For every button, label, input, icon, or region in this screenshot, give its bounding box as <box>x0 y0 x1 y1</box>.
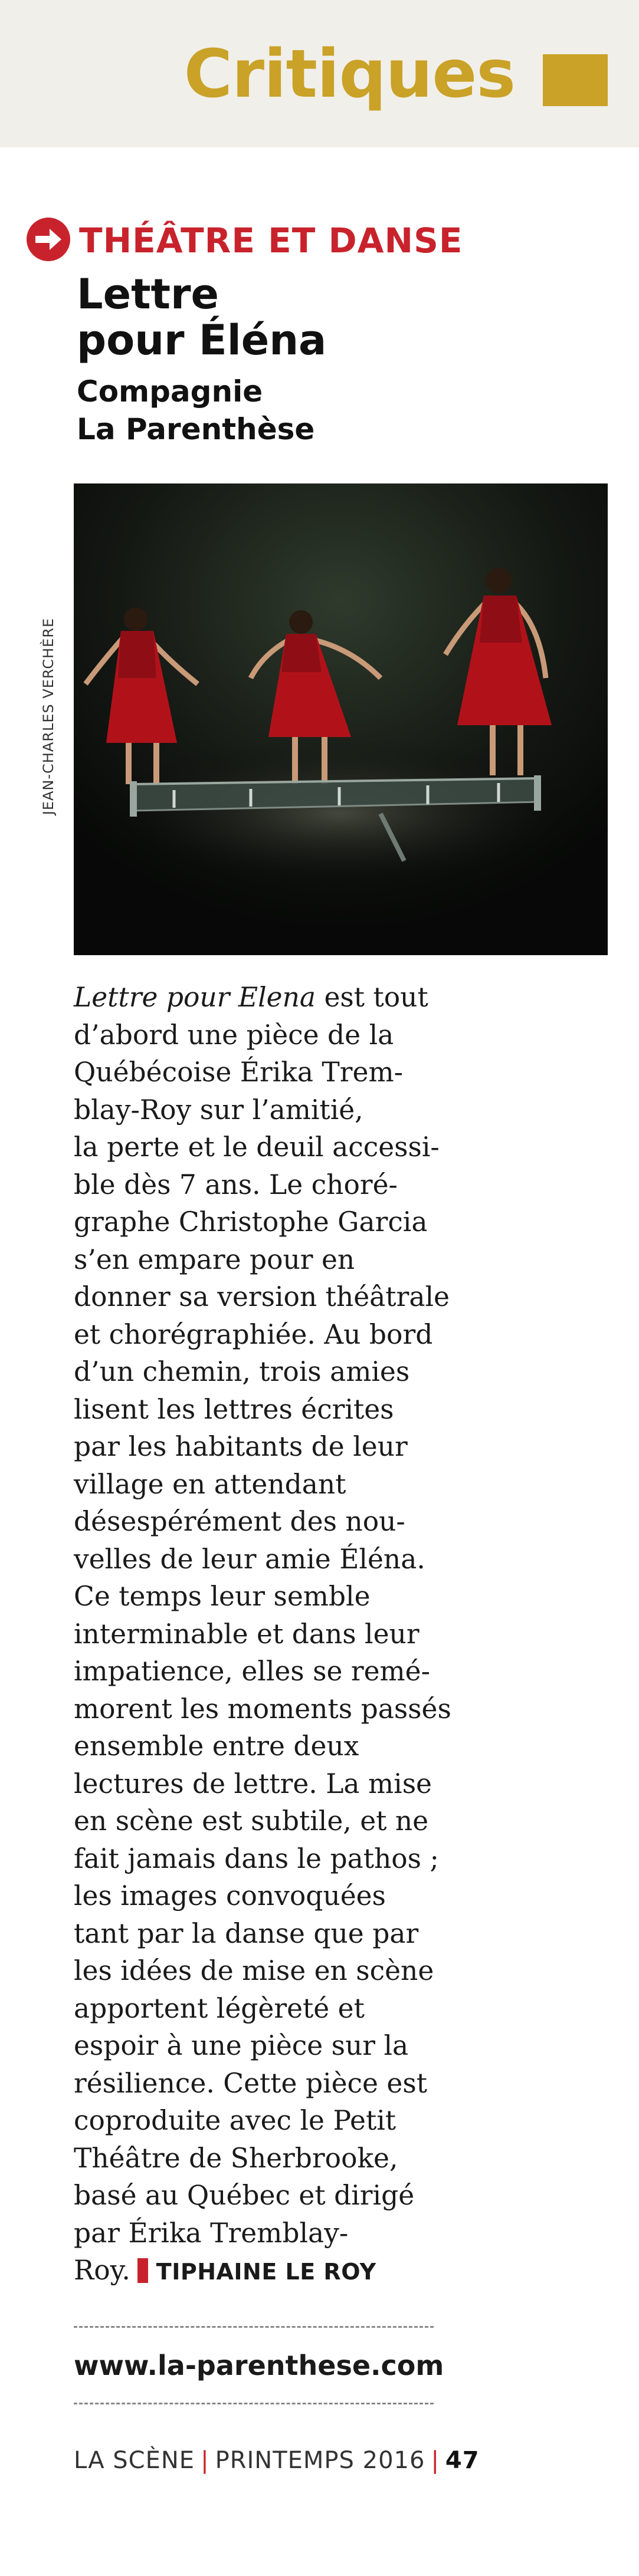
production-photo <box>74 483 608 955</box>
body-line: fait jamais dans le pathos ; <box>74 1843 439 1874</box>
website-link[interactable]: www.la-parenthese.com <box>74 2350 444 2381</box>
body-line: basé au Québec et dirigé <box>74 2180 415 2211</box>
work-title-line: pour Éléna <box>77 316 327 364</box>
author-marker <box>137 2258 148 2283</box>
company-line: Compagnie <box>77 374 263 409</box>
body-line: la perte et le deuil accessi- <box>74 1131 440 1163</box>
section-title: Critiques <box>183 36 515 113</box>
body-line: d’un chemin, trois amies <box>74 1356 410 1387</box>
company-name <box>77 373 314 448</box>
divider-top <box>74 2326 434 2328</box>
body-line: s’en empare pour en <box>74 1243 355 1275</box>
body-line: blay-Roy sur l’amitié, <box>74 1094 363 1126</box>
body-line-text: Roy. <box>74 2255 130 2286</box>
body-line: village en attendant <box>74 1468 346 1500</box>
body-line: impatience, elles se remé- <box>74 1656 430 1687</box>
issue-label: PRINTEMPS 2016 <box>215 2447 425 2474</box>
body-line: tant par la danse que par <box>74 1917 419 1949</box>
body-work-title: Lettre pour Elena <box>74 982 316 1013</box>
section-marker-block <box>543 54 608 106</box>
body-line: coproduite avec le Petit <box>74 2105 396 2136</box>
page-number: 47 <box>445 2447 480 2474</box>
body-line: apportent légèreté et <box>74 1992 365 2024</box>
body-line-last <box>74 2252 463 2291</box>
body-line: Ce temps leur semble <box>74 1581 371 1612</box>
body-line: Québécoise Érika Trem- <box>74 1057 403 1088</box>
footer-separator: | <box>431 2447 440 2474</box>
body-line: interminable et dans leur <box>74 1618 420 1650</box>
body-line: espoir à une pièce sur la <box>74 2030 409 2061</box>
magazine-name: LA SCÈNE <box>74 2447 195 2474</box>
author-name: TIPHAINE LE ROY <box>156 2259 376 2285</box>
body-line-text: est tout <box>316 982 428 1013</box>
body-line: donner sa version théâtrale <box>74 1281 450 1312</box>
page-footer <box>74 2447 480 2474</box>
article-body <box>74 979 463 2291</box>
body-line: résilience. Cette pièce est <box>74 2067 427 2099</box>
body-line: graphe Christophe Garcia <box>74 1206 428 1238</box>
body-line: lectures de lettre. La mise <box>74 1768 432 1799</box>
photo-credit: JEAN-CHARLES VERCHÈRE <box>40 617 57 815</box>
footer-separator: | <box>201 2447 209 2474</box>
body-line: morent les moments passés <box>74 1693 451 1725</box>
category-label: THÉÂTRE ET DANSE <box>79 221 463 261</box>
body-line: et chorégraphiée. Au bord <box>74 1318 433 1350</box>
stage-illustration <box>74 483 608 955</box>
body-line: d’abord une pièce de la <box>74 1019 394 1051</box>
work-title <box>77 271 326 363</box>
work-title-line: Lettre <box>77 270 219 318</box>
body-line: ensemble entre deux <box>74 1731 359 1762</box>
company-line: La Parenthèse <box>77 412 315 446</box>
body-line: désespérément des nou- <box>74 1506 405 1537</box>
body-line: ble dès 7 ans. Le choré- <box>74 1169 398 1200</box>
body-line: les images convoquées <box>74 1880 386 1912</box>
divider-bottom <box>74 2403 434 2404</box>
body-line: par les habitants de leur <box>74 1431 408 1462</box>
body-line: Théâtre de Sherbrooke, <box>74 2142 398 2174</box>
body-line: lisent les lettres écrites <box>74 1393 394 1425</box>
body-line: par Érika Tremblay- <box>74 2217 349 2249</box>
body-line-1 <box>74 979 463 1016</box>
body-line: en scène est subtile, et ne <box>74 1805 429 1837</box>
arrow-right-circle-icon <box>26 217 71 262</box>
body-line: velles de leur amie Éléna. <box>74 1543 425 1575</box>
body-line: les idées de mise en scène <box>74 1955 434 1986</box>
